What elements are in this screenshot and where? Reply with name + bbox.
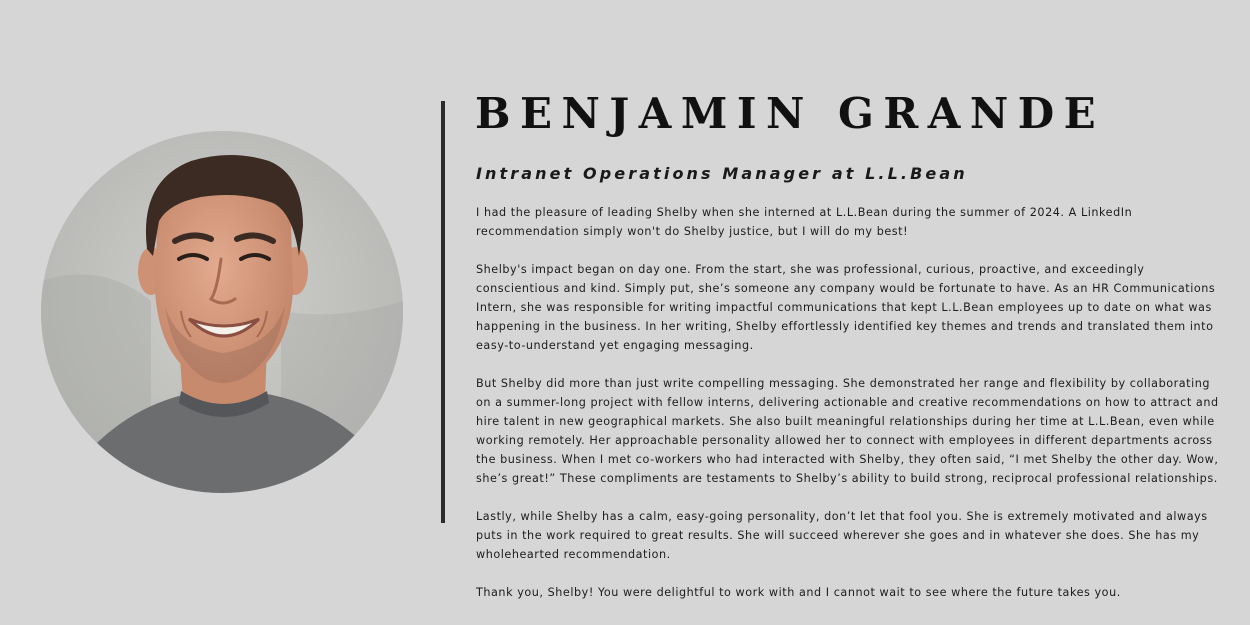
- paragraph-1: I had the pleasure of leading Shelby when she interned at L.L.Bean during the summer of 2024. A LinkedIn recommendation simply won't do Shelby justice, but I will do my best!: [476, 206, 1133, 238]
- paragraph-4: Lastly, while Shelby has a calm, easy-going personality, don’t let that fool you. She is extremely motivated and always puts in the work required to great results. She will succeed wherever she goes and in whatever she does. She has my wholehearted recommendation.: [476, 510, 1208, 561]
- recommendation-text: [476, 203, 1221, 621]
- profile-name: BENJAMIN GRANDE: [475, 89, 1106, 138]
- profile-photo: [41, 131, 403, 493]
- paragraph-2: Shelby's impact began on day one. From the start, she was professional, curious, proactive, and exceedingly conscientious and kind. Simply put, she’s someone any company would be fortunate to have. As an HR Communications Intern, she was responsible for writing impactful communications that kept L.L.Bean employees up to date on what was happening in the business. In her writing, Shelby effortlessly identified key themes and trends and translated them into easy-to-understand yet engaging messaging.: [476, 263, 1216, 352]
- portrait-image: [41, 131, 403, 493]
- paragraph-5: Thank you, Shelby! You were delightful to work with and I cannot wait to see where the future takes you.: [476, 586, 1121, 599]
- paragraph-3: But Shelby did more than just write compelling messaging. She demonstrated her range and flexibility by collaborating on a summer-long project with fellow interns, delivering actionable and creative recommendations on how to attract and hire talent in new geographical markets. She also built meaningful relationships during her time at L.L.Bean, even while working remotely. Her approachable personality allowed her to connect with employees in different departments across the business. When I met co-workers who had interacted with Shelby, they often said, “I met Shelby the other day. Wow, she’s great!” These compliments are testaments to Shelby’s ability to build strong, reciprocal professional relationships.: [476, 377, 1219, 485]
- profile-title: Intranet Operations Manager at L.L.Bean: [476, 164, 968, 183]
- vertical-divider: [441, 101, 445, 523]
